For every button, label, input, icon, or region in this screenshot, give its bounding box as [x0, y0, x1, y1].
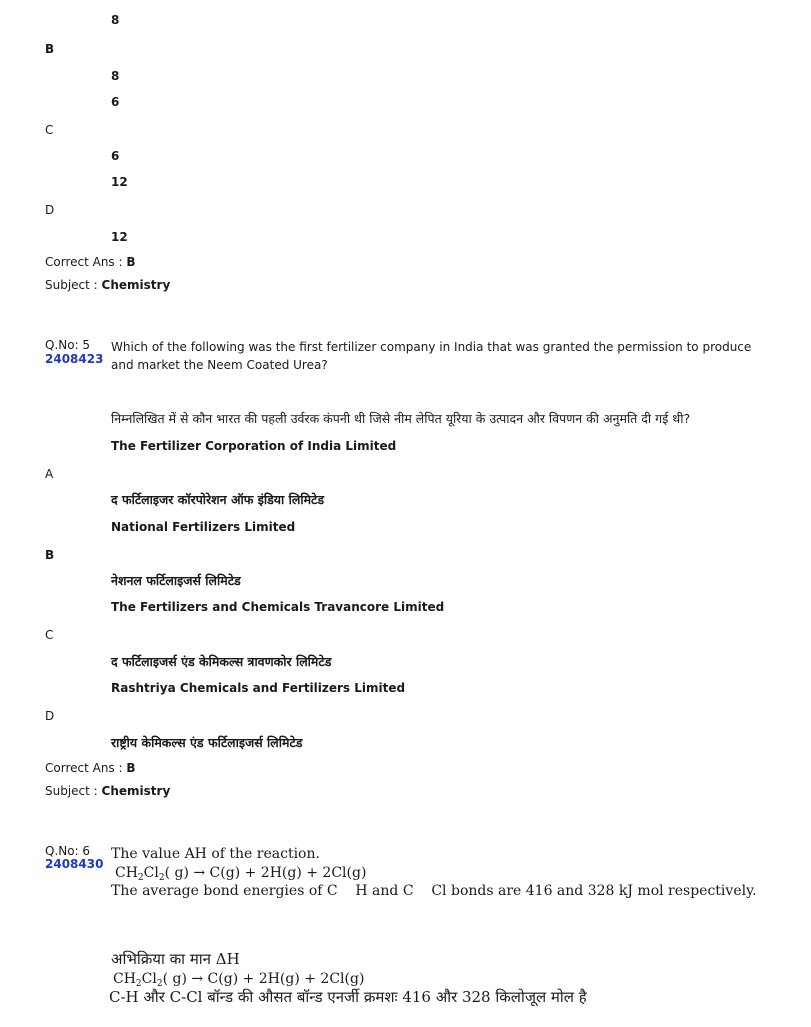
equation-part: ( g) → C(g) + 2H(g) + 2Cl(g): [164, 865, 367, 881]
question-number: Q.No: 6: [45, 844, 91, 858]
option-b-hindi-text: 6: [111, 95, 120, 109]
option-letter-b: B: [45, 548, 55, 562]
equation-part: Cl: [143, 865, 159, 881]
equation-part: CH: [115, 865, 138, 881]
option-c-hindi-text: द फर्टिलाइजर्स एंड केमिकल्स त्रावणकोर लिमिटेड: [111, 654, 332, 669]
question-text-hindi-line1: अभिक्रिया का मान ΔH: [111, 950, 240, 968]
question-id: 2408430: [45, 857, 104, 871]
correct-answer-label: Correct Ans :: [45, 761, 123, 775]
question-text-english: Which of the following was the first fertilizer company in India that was granted the permission to produce and market the Neem Coated Urea?: [111, 340, 752, 372]
correct-answer-value: B: [126, 255, 136, 269]
option-b-english-text: National Fertilizers Limited: [111, 520, 296, 534]
reaction-equation-hindi: [113, 971, 364, 987]
subject-row: [45, 279, 170, 293]
option-c-english-text: The Fertilizers and Chemicals Travancore Limited: [111, 600, 445, 614]
option-b-english-text: 8: [111, 69, 120, 83]
reaction-equation-english: [115, 865, 366, 881]
option-letter-a: A: [45, 467, 54, 481]
option-a-hindi-text: द फर्टिलाइजर कॉरपोरेशन ऑफ इंडिया लिमिटेड: [111, 492, 325, 507]
subject-row: [45, 785, 170, 799]
question-text-hindi: निम्नलिखित में से कौन भारत की पहली उर्वरक कंपनी थी जिसे नीम लेपित यूरिया के उत्पादन और विपणन की अनुमति दी गई थी?: [111, 411, 691, 426]
option-b-hindi-text: नेशनल फर्टिलाइजर्स लिमिटेड: [111, 573, 241, 588]
option-d-hindi-text: राष्ट्रीय केमिकल्स एंड फर्टिलाइजर्स लिमिटेड: [111, 735, 303, 750]
correct-answer-row: [45, 762, 136, 776]
correct-answer-row: [45, 256, 136, 270]
subject-label: Subject :: [45, 784, 98, 798]
correct-answer-value: B: [126, 761, 136, 775]
question-id: 2408423: [45, 352, 104, 366]
equation-part: ( g) → C(g) + 2H(g) + 2Cl(g): [162, 971, 365, 987]
equation-subscript: 2: [158, 873, 165, 883]
question-text-english-line3: The average bond energies of C H and C Cl bonds are 416 and 328 kJ mol respectively.: [111, 883, 757, 899]
equation-subscript: 2: [137, 873, 144, 883]
correct-answer-label: Correct Ans :: [45, 255, 123, 269]
equation-part: Cl: [141, 971, 157, 987]
option-letter-b: B: [45, 42, 55, 56]
subject-value: Chemistry: [101, 278, 171, 292]
subject-value: Chemistry: [101, 784, 171, 798]
option-letter-d: D: [45, 709, 55, 723]
question-text-english-line1: The value AH of the reaction.: [111, 846, 320, 862]
equation-subscript: 2: [135, 979, 142, 989]
question-text-hindi-line3: C-H और C-Cl बॉन्ड की औसत बॉन्ड एनर्जी क्रमशः 416 और 328 किलोजूल मोल है: [109, 988, 587, 1006]
option-a-hindi-text: 8: [111, 13, 120, 27]
equation-subscript: 2: [156, 979, 163, 989]
option-d-english-text: 12: [111, 230, 128, 244]
option-c-english-text: 6: [111, 149, 120, 163]
option-letter-c: C: [45, 628, 54, 642]
question-number: Q.No: 5: [45, 338, 91, 352]
equation-part: CH: [113, 971, 136, 987]
option-letter-d: D: [45, 203, 55, 217]
subject-label: Subject :: [45, 278, 98, 292]
option-c-hindi-text: 12: [111, 175, 128, 189]
option-d-english-text: Rashtriya Chemicals and Fertilizers Limited: [111, 681, 406, 695]
option-letter-c: C: [45, 123, 54, 137]
option-a-english-text: The Fertilizer Corporation of India Limited: [111, 439, 397, 453]
